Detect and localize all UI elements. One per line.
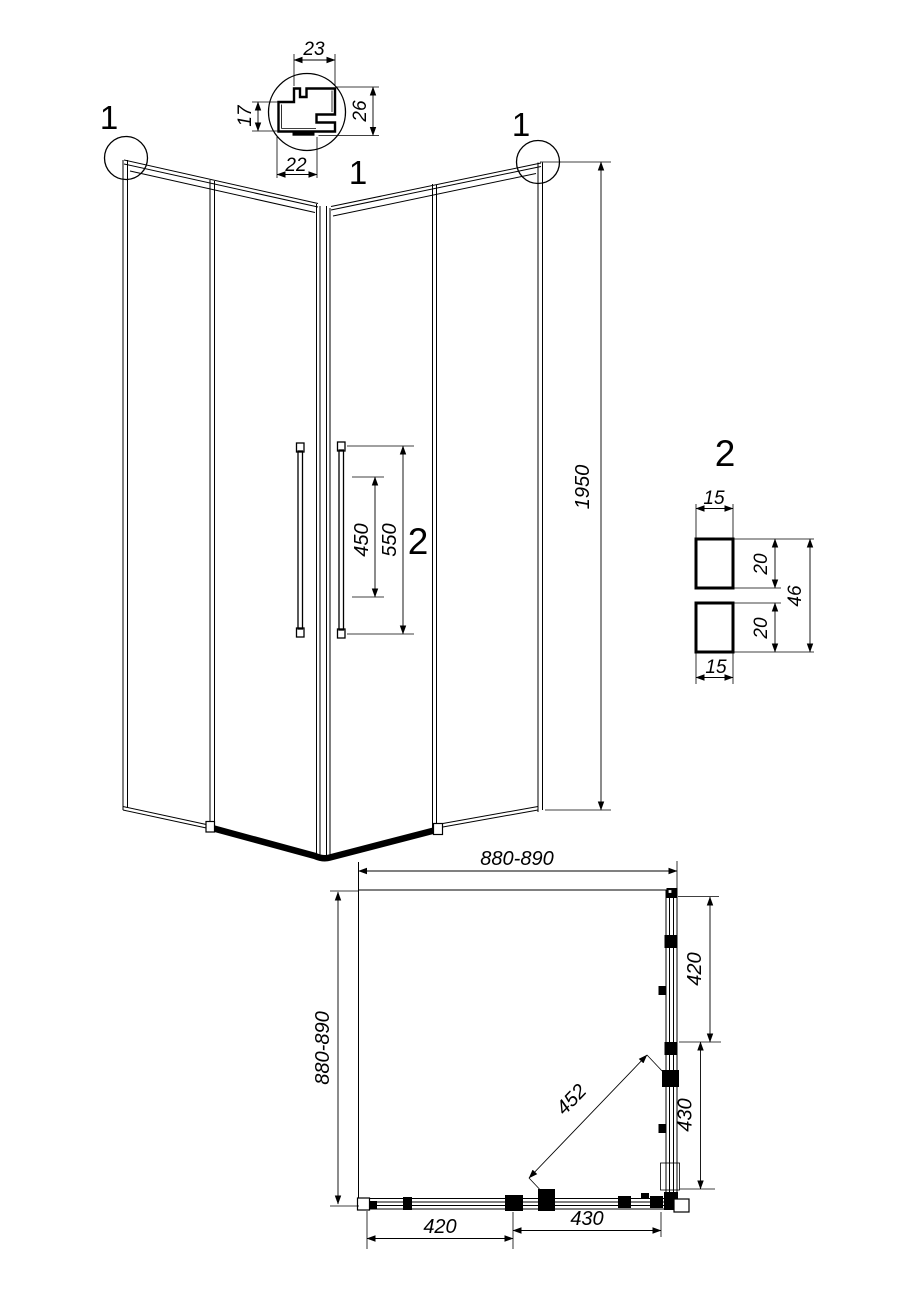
dim-22: 22 (285, 155, 307, 176)
roller (618, 1196, 631, 1208)
dim-430-bottom: 430 (570, 1208, 604, 1230)
dim-880-890-left: 880-890 (312, 1011, 334, 1085)
dim-plan-bottom-right (513, 1208, 661, 1237)
handle-detail-label: 2 (407, 521, 429, 562)
dim-height (540, 162, 611, 810)
dim-profile-bottom (277, 137, 317, 178)
dim-lower-depth (751, 603, 775, 652)
right-door-handle (338, 442, 346, 638)
roller (665, 935, 678, 948)
dim-880-890-top: 880-890 (480, 848, 554, 870)
dim-20-lower: 20 (751, 617, 772, 639)
dim-15-bottom: 15 (705, 657, 727, 678)
wall-profile-detail-view (696, 433, 814, 684)
dim-profile-top (294, 39, 335, 86)
dim-profile-left (235, 102, 291, 131)
dim-46: 46 (785, 585, 806, 607)
dim-plan-bottom-left (367, 1211, 513, 1249)
dim-upper-depth (751, 539, 775, 588)
dim-26: 26 (350, 100, 371, 122)
lower-profile-square (696, 603, 733, 652)
left-wall (123, 160, 318, 830)
plan-right-wall (659, 888, 680, 1203)
dim-1950: 1950 (572, 464, 594, 510)
profile-shape (279, 89, 336, 136)
bottom-rail (206, 822, 443, 859)
dim-452: 452 (552, 1080, 592, 1120)
corner-post (317, 204, 331, 859)
profile-detail-view (235, 39, 379, 191)
right-wall (331, 163, 543, 833)
dim-15-top: 15 (703, 488, 725, 509)
dim-plan-depth (312, 891, 359, 1206)
dim-plan-right-lower (675, 1042, 716, 1189)
dim-430-right: 430 (674, 1098, 697, 1132)
roller (665, 1042, 678, 1055)
dim-total-depth (785, 539, 810, 652)
dim-450: 450 (351, 523, 373, 557)
isometric-view (100, 99, 611, 859)
dim-420-right: 420 (684, 952, 706, 986)
dim-17: 17 (235, 105, 256, 127)
roller (505, 1195, 523, 1211)
dim-plan-diagonal (529, 1055, 664, 1196)
dim-plan-width (359, 848, 678, 889)
callout-left-label: 1 (99, 99, 119, 136)
dim-20-upper: 20 (751, 553, 772, 575)
dim-550: 550 (379, 523, 401, 557)
dim-top-width (696, 488, 733, 538)
dim-profile-right (319, 87, 380, 136)
upper-profile-square (696, 539, 733, 588)
plan-bottom-wall (358, 1189, 690, 1212)
callout-right-label: 1 (511, 106, 531, 143)
plan-view (312, 848, 721, 1249)
left-door-handle (297, 443, 305, 637)
roller (538, 1189, 555, 1211)
dim-bottom-width (696, 653, 733, 684)
detail2-label: 2 (714, 433, 736, 474)
dim-23: 23 (303, 39, 325, 60)
roller (662, 1070, 679, 1087)
dim-plan-right-upper (678, 897, 721, 1043)
detail1-label: 1 (348, 154, 368, 191)
dim-420-bottom: 420 (423, 1216, 457, 1238)
roller (403, 1197, 412, 1210)
